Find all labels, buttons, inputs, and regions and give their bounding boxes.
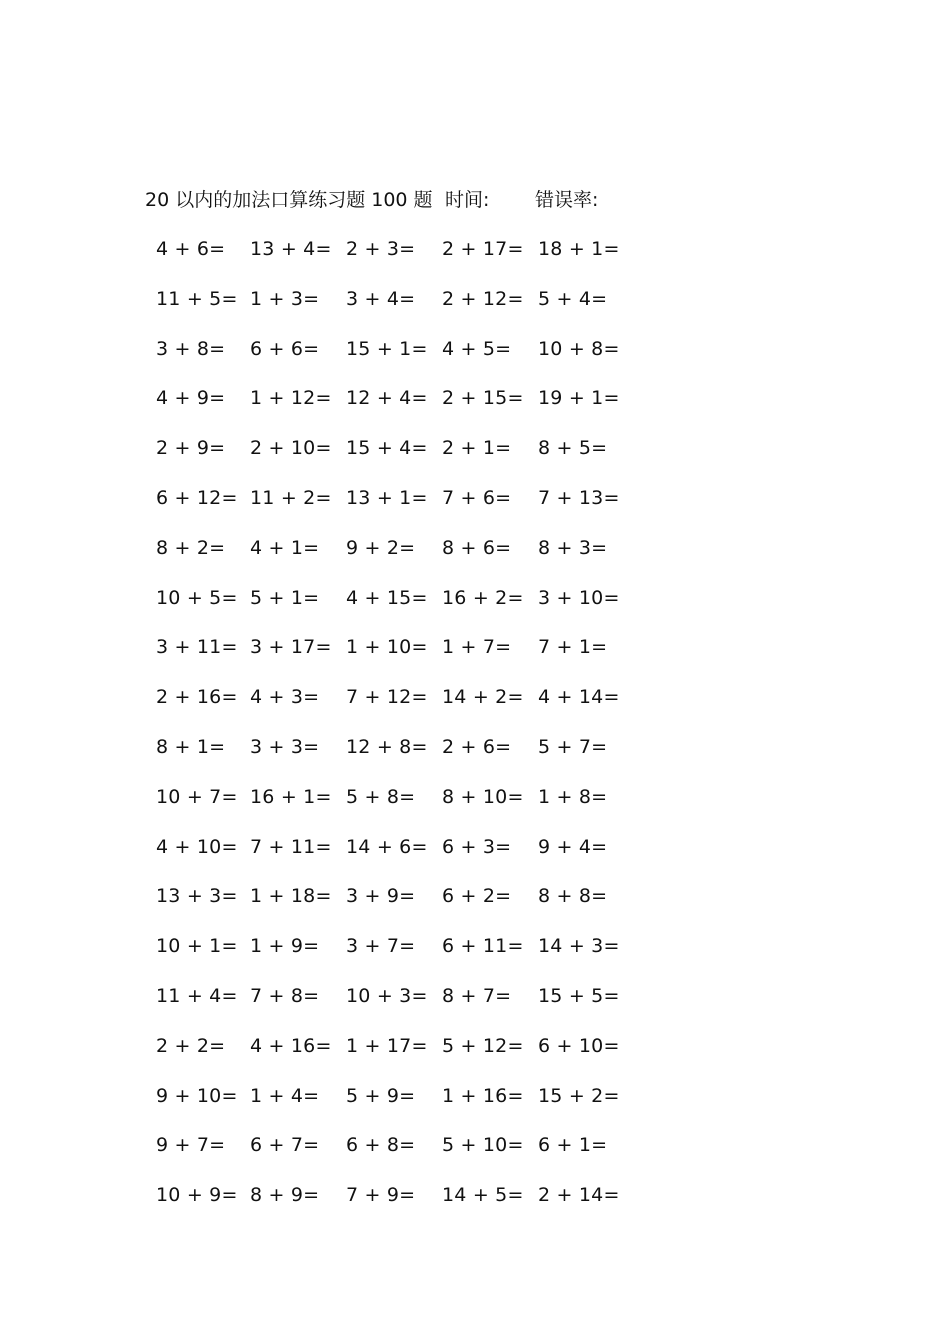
problem-item: 1 + 18= — [250, 885, 332, 907]
problem-item: 7 + 11= — [250, 836, 332, 858]
problem-item: 19 + 1= — [538, 387, 620, 409]
problem-item: 18 + 1= — [538, 238, 620, 260]
problem-item: 6 + 7= — [250, 1134, 320, 1156]
problem-item: 4 + 9= — [156, 387, 226, 409]
problem-item: 13 + 1= — [346, 487, 428, 509]
problem-item: 4 + 5= — [442, 338, 512, 360]
problem-item: 1 + 9= — [250, 935, 320, 957]
problem-item: 8 + 1= — [156, 736, 226, 758]
problem-item: 10 + 8= — [538, 338, 620, 360]
problem-item: 8 + 2= — [156, 537, 226, 559]
problem-item: 4 + 16= — [250, 1035, 332, 1057]
problem-item: 2 + 16= — [156, 686, 238, 708]
problem-item: 9 + 2= — [346, 537, 416, 559]
problem-item: 6 + 12= — [156, 487, 238, 509]
problem-item: 15 + 4= — [346, 437, 428, 459]
problem-item: 7 + 9= — [346, 1184, 416, 1206]
problem-item: 16 + 1= — [250, 786, 332, 808]
problem-item: 1 + 17= — [346, 1035, 428, 1057]
problem-item: 14 + 2= — [442, 686, 524, 708]
problem-item: 4 + 10= — [156, 836, 238, 858]
problem-item: 8 + 9= — [250, 1184, 320, 1206]
problem-item: 5 + 1= — [250, 587, 320, 609]
problem-item: 1 + 12= — [250, 387, 332, 409]
problem-item: 9 + 4= — [538, 836, 608, 858]
problem-item: 11 + 4= — [156, 985, 238, 1007]
problem-item: 7 + 13= — [538, 487, 620, 509]
problem-item: 5 + 8= — [346, 786, 416, 808]
problem-item: 2 + 9= — [156, 437, 226, 459]
time-label: 时间: — [445, 189, 490, 211]
problem-item: 10 + 7= — [156, 786, 238, 808]
problem-item: 7 + 1= — [538, 636, 608, 658]
problem-item: 12 + 8= — [346, 736, 428, 758]
problem-item: 15 + 2= — [538, 1085, 620, 1107]
problem-item: 6 + 11= — [442, 935, 524, 957]
problem-item: 4 + 15= — [346, 587, 428, 609]
problem-item: 12 + 4= — [346, 387, 428, 409]
problem-item: 2 + 17= — [442, 238, 524, 260]
problem-item: 4 + 3= — [250, 686, 320, 708]
problem-item: 11 + 2= — [250, 487, 332, 509]
problem-item: 2 + 1= — [442, 437, 512, 459]
problem-item: 13 + 4= — [250, 238, 332, 260]
problem-item: 10 + 3= — [346, 985, 428, 1007]
problem-item: 3 + 10= — [538, 587, 620, 609]
problem-item: 1 + 4= — [250, 1085, 320, 1107]
problem-item: 11 + 5= — [156, 288, 238, 310]
worksheet-header — [145, 186, 745, 214]
problem-item: 4 + 14= — [538, 686, 620, 708]
problem-item: 2 + 6= — [442, 736, 512, 758]
problem-item: 6 + 8= — [346, 1134, 416, 1156]
problem-item: 6 + 2= — [442, 885, 512, 907]
problem-item: 1 + 8= — [538, 786, 608, 808]
problem-item: 2 + 12= — [442, 288, 524, 310]
problem-item: 3 + 3= — [250, 736, 320, 758]
problem-item: 16 + 2= — [442, 587, 524, 609]
problem-item: 2 + 3= — [346, 238, 416, 260]
problem-item: 2 + 2= — [156, 1035, 226, 1057]
problem-item: 3 + 17= — [250, 636, 332, 658]
problem-item: 2 + 10= — [250, 437, 332, 459]
problem-item: 1 + 7= — [442, 636, 512, 658]
problem-item: 5 + 12= — [442, 1035, 524, 1057]
problem-item: 5 + 9= — [346, 1085, 416, 1107]
problem-item: 2 + 15= — [442, 387, 524, 409]
problem-item: 5 + 7= — [538, 736, 608, 758]
problem-item: 6 + 10= — [538, 1035, 620, 1057]
problem-item: 9 + 10= — [156, 1085, 238, 1107]
problem-item: 3 + 4= — [346, 288, 416, 310]
problem-item: 14 + 6= — [346, 836, 428, 858]
problem-item: 1 + 10= — [346, 636, 428, 658]
problem-item: 4 + 6= — [156, 238, 226, 260]
problem-item: 15 + 5= — [538, 985, 620, 1007]
worksheet-title: 20 以内的加法口算练习题 100 题 — [145, 189, 433, 211]
problem-item: 3 + 9= — [346, 885, 416, 907]
problem-item: 7 + 12= — [346, 686, 428, 708]
problem-item: 3 + 11= — [156, 636, 238, 658]
problem-item: 10 + 5= — [156, 587, 238, 609]
problem-item: 4 + 1= — [250, 537, 320, 559]
problem-item: 8 + 5= — [538, 437, 608, 459]
error-rate-label: 错误率: — [535, 189, 599, 211]
problem-item: 3 + 8= — [156, 338, 226, 360]
problem-item: 6 + 3= — [442, 836, 512, 858]
problem-item: 14 + 3= — [538, 935, 620, 957]
problem-item: 3 + 7= — [346, 935, 416, 957]
problem-item: 1 + 3= — [250, 288, 320, 310]
problem-item: 13 + 3= — [156, 885, 238, 907]
problem-item: 7 + 8= — [250, 985, 320, 1007]
problem-item: 1 + 16= — [442, 1085, 524, 1107]
problem-item: 2 + 14= — [538, 1184, 620, 1206]
problem-item: 5 + 10= — [442, 1134, 524, 1156]
problem-item: 15 + 1= — [346, 338, 428, 360]
problem-item: 6 + 1= — [538, 1134, 608, 1156]
problem-item: 10 + 1= — [156, 935, 238, 957]
problem-item: 10 + 9= — [156, 1184, 238, 1206]
problem-item: 6 + 6= — [250, 338, 320, 360]
problem-item: 8 + 3= — [538, 537, 608, 559]
problem-item: 8 + 7= — [442, 985, 512, 1007]
problem-item: 8 + 8= — [538, 885, 608, 907]
problem-item: 8 + 6= — [442, 537, 512, 559]
problem-item: 9 + 7= — [156, 1134, 226, 1156]
problem-item: 14 + 5= — [442, 1184, 524, 1206]
problem-item: 8 + 10= — [442, 786, 524, 808]
problem-item: 5 + 4= — [538, 288, 608, 310]
problem-item: 7 + 6= — [442, 487, 512, 509]
